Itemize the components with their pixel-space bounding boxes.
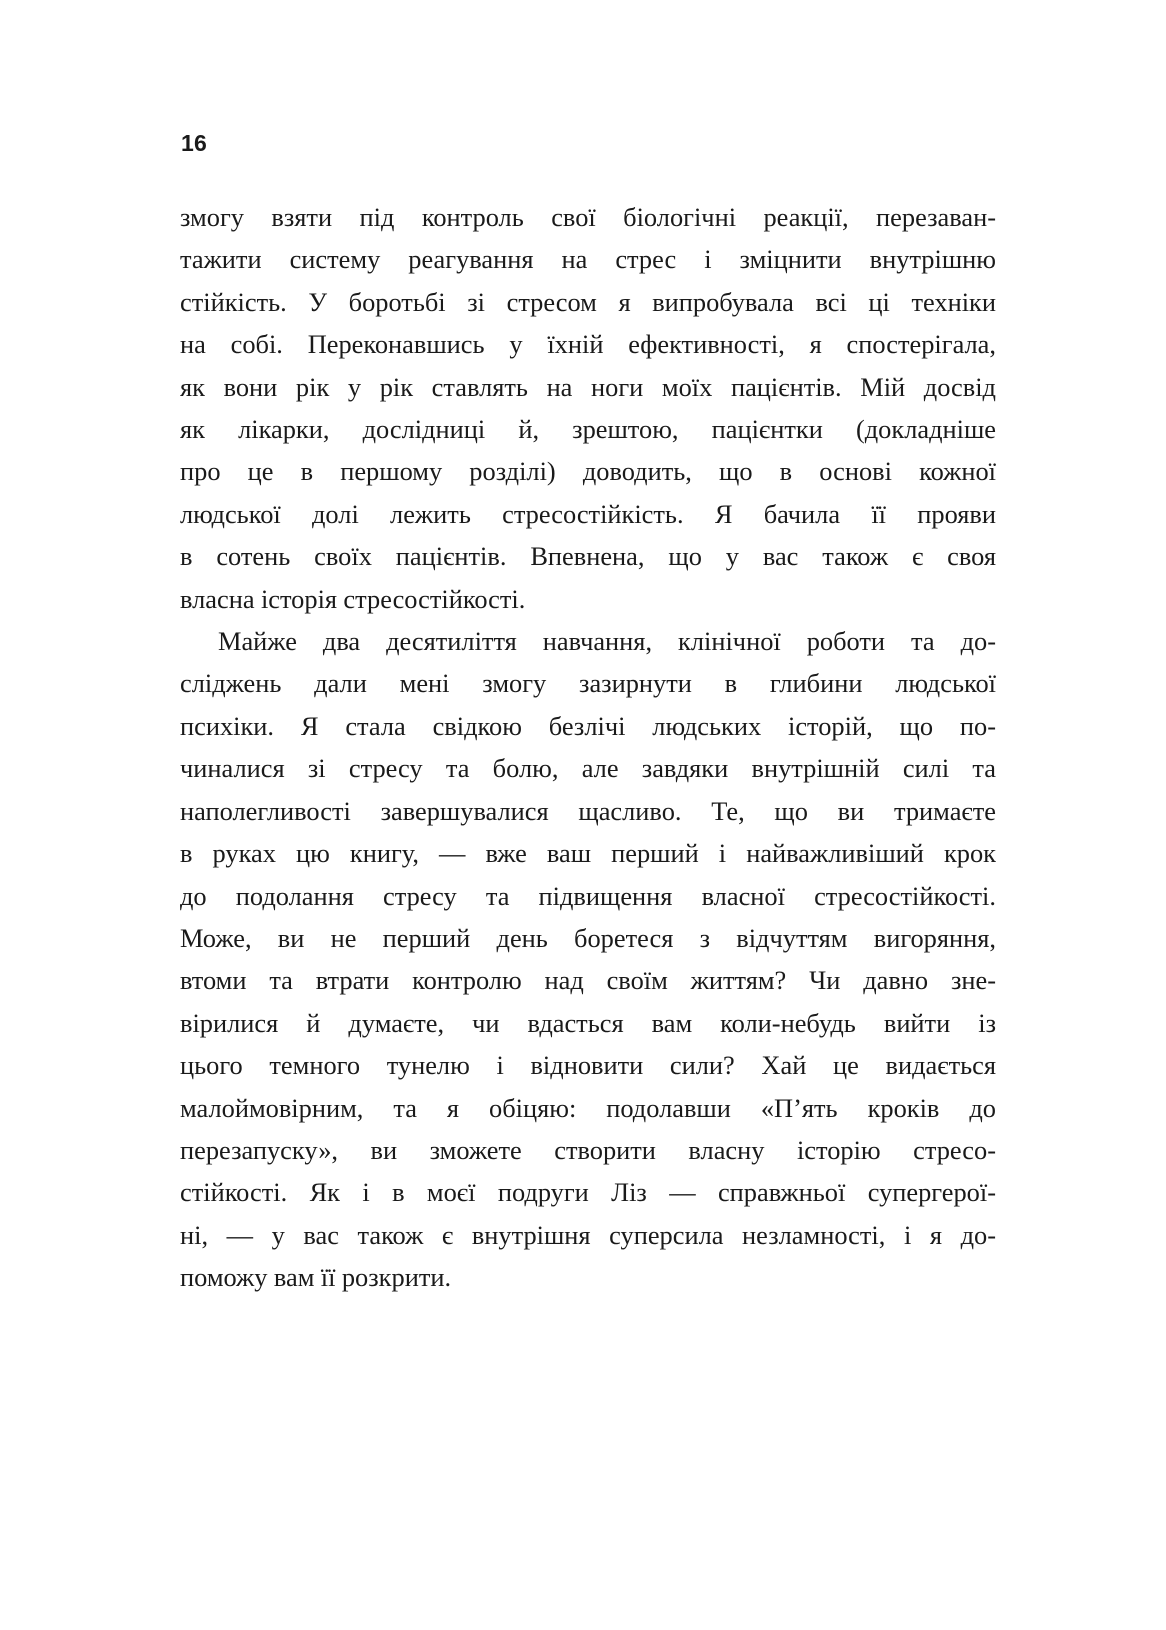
text-line: як вони рік у рік ставлять на ноги моїх пацієнтів. Мій досвід: [180, 371, 996, 402]
text-line: втоми та втрати контролю над своїм життям? Чи давно зне-: [180, 965, 996, 996]
text-line: стійкість. У боротьбі зі стресом я випробувала всі ці техніки: [180, 286, 996, 317]
body-text-block: [180, 196, 996, 1299]
text-line: людської долі лежить стресостійкість. Я бачила її прояви: [180, 498, 996, 529]
text-line: чиналися зі стресу та болю, але завдяки внутрішній силі та: [180, 753, 996, 784]
text-line: стійкості. Як і в моєї подруги Ліз — справжньої супергерої-: [180, 1177, 996, 1208]
text-line: ні, — у вас також є внутрішня суперсила незламності, і я до-: [180, 1219, 996, 1250]
text-line: Може, ви не перший день боретеся з відчуттям вигоряння,: [180, 922, 996, 953]
text-line: цього темного тунелю і відновити сили? Хай це видається: [180, 1050, 996, 1081]
text-line: як лікарки, дослідниці й, зрештою, пацієнтки (докладніше: [180, 414, 996, 445]
text-line: про це в першому розділі) доводить, що в основі кожної: [180, 456, 996, 487]
text-line: наполегливості завершувалися щасливо. Те, що ви тримаєте: [180, 795, 996, 826]
text-line: на собі. Переконавшись у їхній ефективності, я спостерігала,: [180, 329, 996, 360]
text-line: психіки. Я стала свідкою безлічі людських історій, що по-: [180, 710, 996, 741]
text-line: вірилися й думаєте, чи вдасться вам коли-небудь вийти із: [180, 1007, 996, 1038]
text-line: змогу взяти під контроль свої біологічні реакції, перезаван-: [180, 202, 996, 232]
text-line: до подолання стресу та підвищення власної стресостійкості.: [180, 880, 996, 911]
text-line: перезапуску», ви зможете створити власну історію стресо-: [180, 1134, 996, 1165]
text-line: в руках цю книгу, — вже ваш перший і найважливіший крок: [180, 838, 996, 869]
text-line: малоймовірним, та я обіцяю: подолавши «П’ять кроків до: [180, 1092, 996, 1123]
paragraph-2: [180, 620, 996, 1299]
page-number: 16: [181, 130, 207, 156]
text-line: в сотень своїх пацієнтів. Впевнена, що у вас також є своя: [180, 541, 996, 572]
text-line: поможу вам її розкрити.: [180, 1262, 452, 1293]
text-line: Майже два десятиліття навчання, клінічної роботи та до-: [218, 626, 996, 657]
text-line: сліджень дали мені змогу зазирнути в глибини людської: [180, 668, 996, 699]
paragraph-1: [180, 196, 996, 620]
text-line: власна історія стресостійкості.: [180, 583, 526, 614]
text-line: тажити систему реагування на стрес і зміцнити внутрішню: [180, 244, 996, 275]
